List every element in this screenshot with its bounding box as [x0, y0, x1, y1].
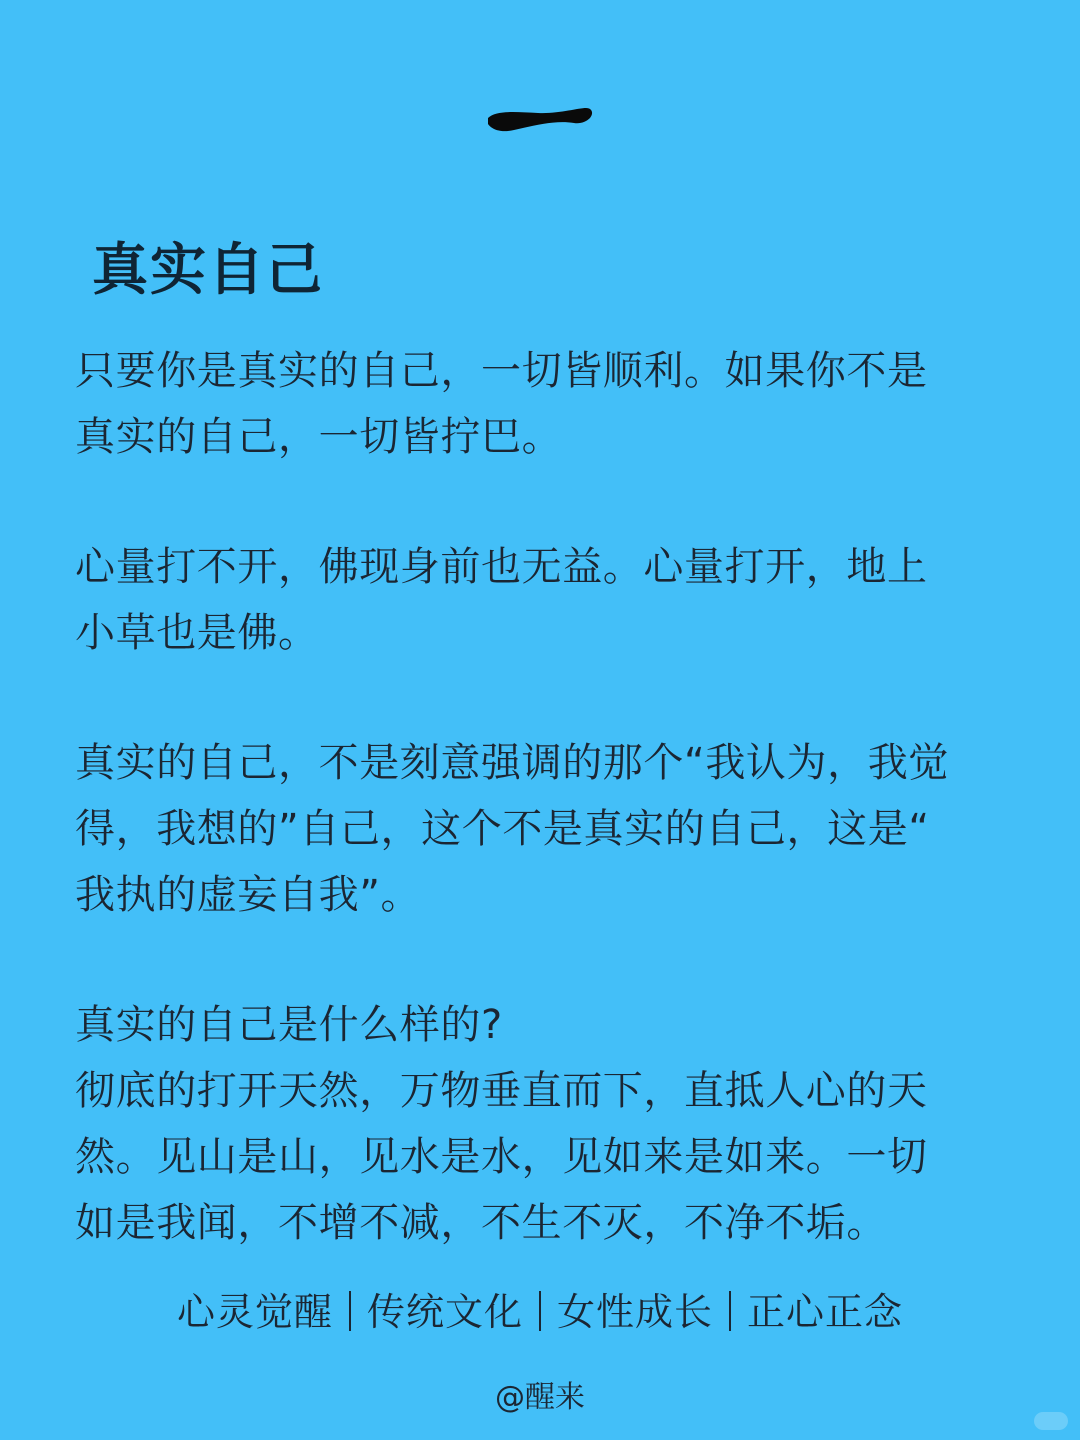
author-handle: @醒来 — [495, 1380, 585, 1415]
paragraph-2: 心量打不开，佛现身前也无益。心量打开，地上 小草也是佛。 — [75, 544, 928, 656]
topic-tags — [0, 1284, 1080, 1340]
tag-spiritual-awakening[interactable]: 心灵觉醒 — [176, 1290, 333, 1334]
heading-numeral-one — [486, 104, 594, 134]
tag-divider — [349, 1291, 351, 1331]
tag-right-mind[interactable]: 正心正念 — [747, 1290, 904, 1334]
tag-divider — [539, 1291, 541, 1331]
paragraph-3: 真实的自己，不是刻意强调的那个“我认为，我觉 得，我想的”自己，这个不是真实的自己，这是“ 我执的虚妄自我”。 — [75, 740, 949, 918]
paragraph-1: 只要你是真实的自己，一切皆顺利。如果你不是 真实的自己，一切皆拧巴。 — [75, 348, 928, 460]
tag-women-growth[interactable]: 女性成长 — [557, 1290, 714, 1334]
watermark-badge — [1034, 1412, 1068, 1430]
paragraph-4: 真实的自己是什么样的? 彻底的打开天然，万物垂直而下，直抵人心的天 然。见山是山，见水是水，见如来是如来。一切 如是我闻，不增不减，不生不灭，不净不垢。 — [75, 1002, 928, 1246]
brush-stroke-one-icon — [486, 104, 594, 134]
tag-divider — [729, 1291, 731, 1331]
page-title: 真实自己 — [92, 237, 324, 303]
tag-traditional-culture[interactable]: 传统文化 — [366, 1290, 523, 1334]
